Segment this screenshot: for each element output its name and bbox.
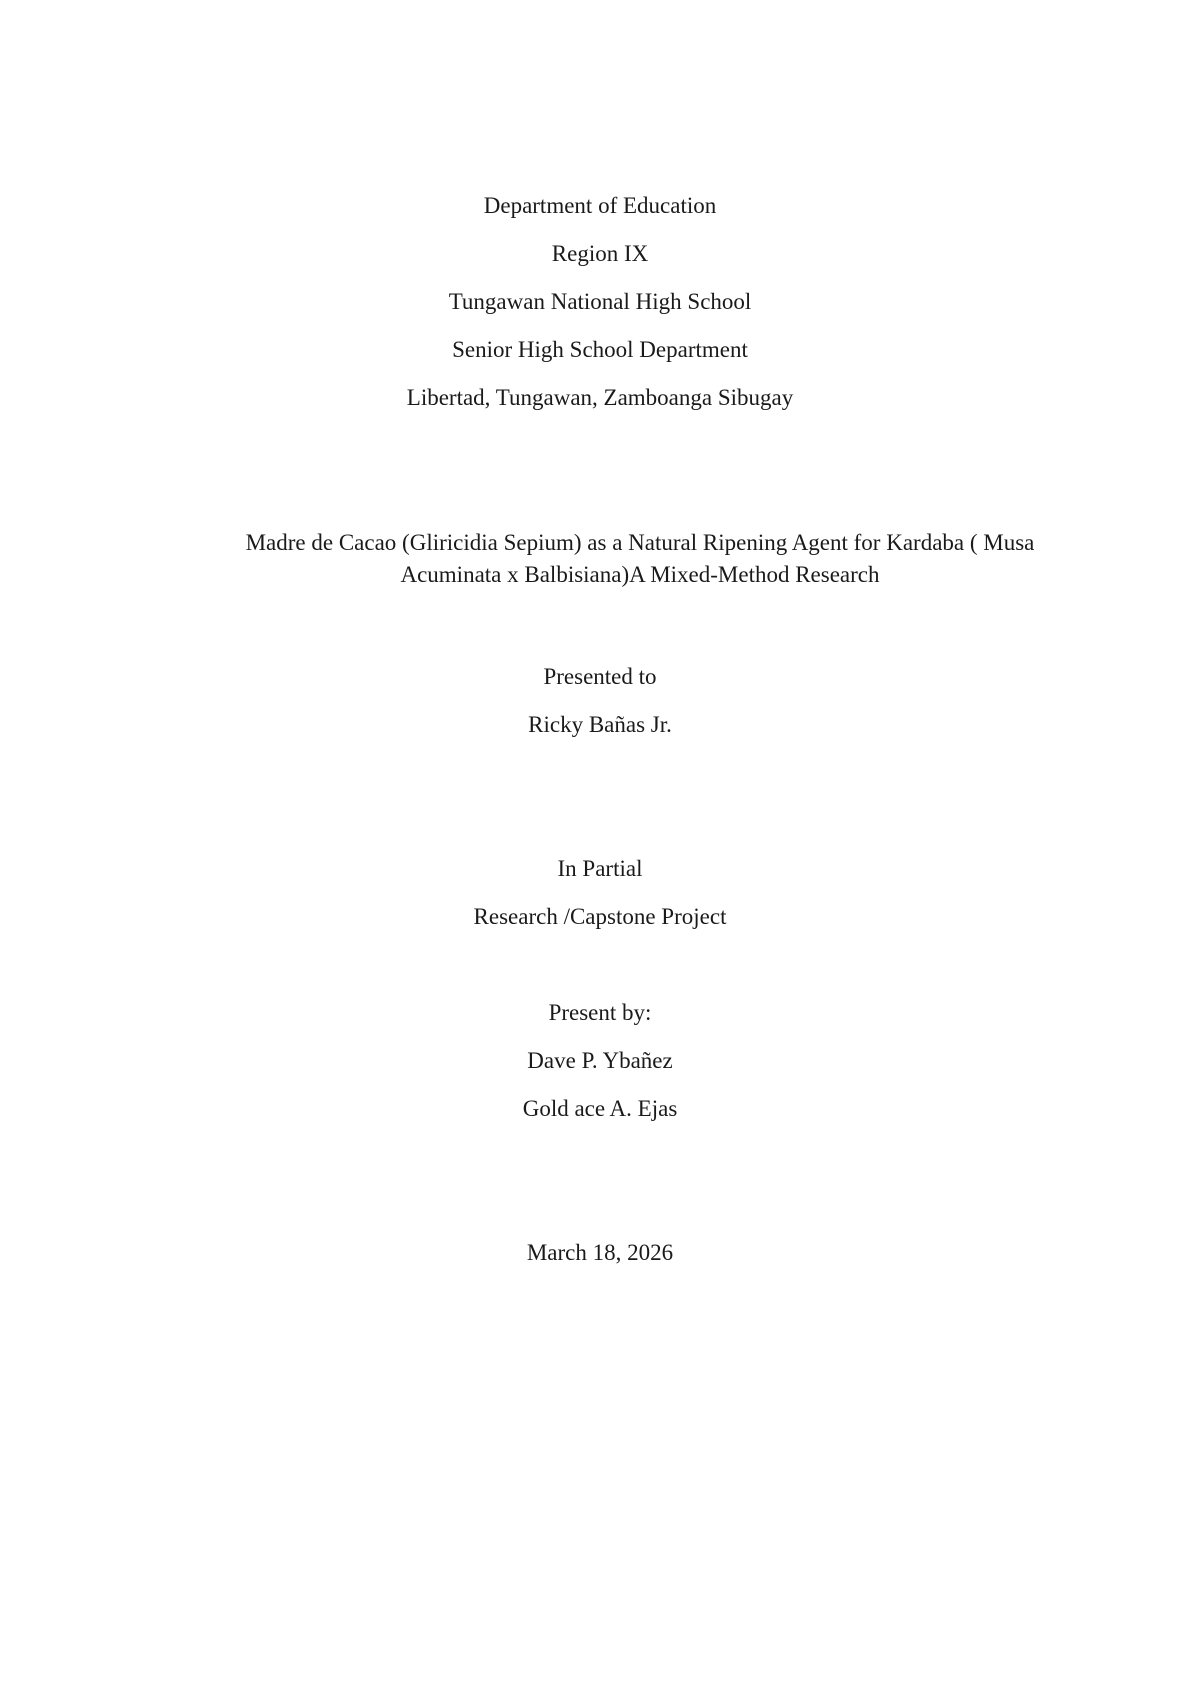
author-name: Gold ace A. Ejas <box>522 1096 678 1121</box>
research-title <box>210 527 1070 591</box>
department-name: Department of Education <box>483 193 717 218</box>
presented-to-label: Presented to <box>543 664 657 689</box>
research-title-line-1: Madre de Cacao (Gliricidia Sepium) as a Natural Ripening Agent for Kardaba ( Musa <box>245 530 1035 555</box>
school-name: Tungawan National High School <box>448 289 752 314</box>
research-title-line-2: Acuminata x Balbisiana)A Mixed-Method Research <box>400 562 880 587</box>
school-department: Senior High School Department <box>452 337 748 362</box>
region-name: Region IX <box>551 241 649 266</box>
presented-by-label: Present by: <box>548 1000 652 1025</box>
document-date: March 18, 2026 <box>526 1240 674 1265</box>
fulfillment-line-2: Research /Capstone Project <box>473 904 727 929</box>
fulfillment-line-1: In Partial <box>557 856 643 881</box>
school-address: Libertad, Tungawan, Zamboanga Sibugay <box>406 385 794 410</box>
adviser-name: Ricky Bañas Jr. <box>528 712 672 737</box>
author-name: Dave P. Ybañez <box>527 1048 673 1073</box>
